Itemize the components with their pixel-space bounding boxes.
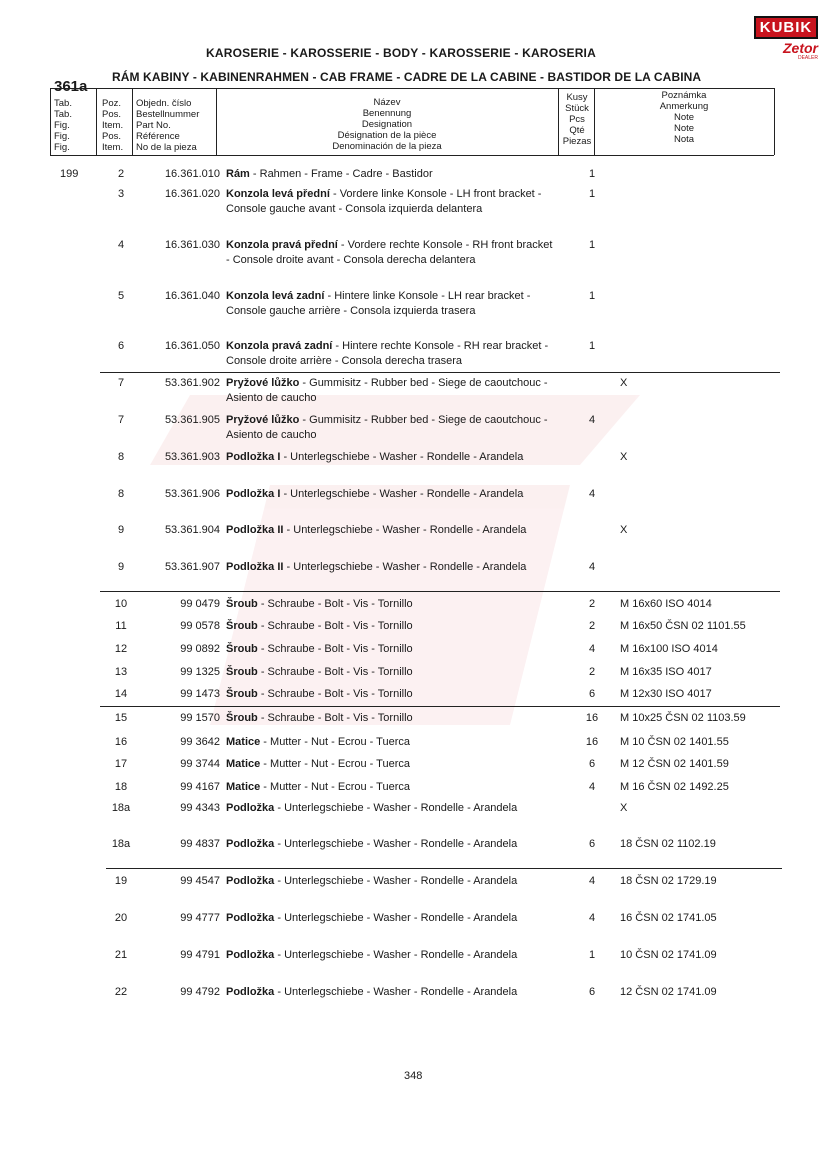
part-name-czech: Podložka I xyxy=(226,488,281,500)
col-divider xyxy=(132,88,133,155)
part-number: 99 4547 xyxy=(180,875,220,887)
part-name xyxy=(226,167,556,182)
quantity: 4 xyxy=(588,912,596,924)
group-separator xyxy=(100,591,780,592)
item-position: 19 xyxy=(114,875,128,887)
item-position: 14 xyxy=(114,688,128,700)
part-name-czech: Šroub xyxy=(226,598,258,610)
group-separator xyxy=(100,372,780,373)
part-name xyxy=(226,238,556,267)
part-name xyxy=(226,757,556,772)
part-name xyxy=(226,665,556,680)
part-name-translations: - Vordere linke Konsole - LH front bracket - Console gauche avant - Consola izquierda delantera xyxy=(226,188,542,215)
part-name-czech: Šroub xyxy=(226,712,258,724)
item-position: 22 xyxy=(114,986,128,998)
quantity: 2 xyxy=(588,620,596,632)
note: X xyxy=(620,802,628,814)
part-number: 99 0578 xyxy=(180,620,220,632)
part-name-translations: - Mutter - Nut - Ecrou - Tuerca xyxy=(260,781,411,793)
quantity: 16 xyxy=(585,712,599,724)
item-position: 9 xyxy=(117,524,125,536)
part-name-czech: Matice xyxy=(226,736,261,748)
part-name xyxy=(226,376,556,405)
part-name-translations: - Vordere rechte Konsole - RH front bracket - Console droite avant - Consola derecha delantera xyxy=(226,239,553,266)
quantity: 4 xyxy=(588,488,596,500)
part-name xyxy=(226,642,556,657)
part-name-czech: Rám xyxy=(226,168,250,180)
note: M 12x30 ISO 4017 xyxy=(620,688,712,700)
item-position: 9 xyxy=(117,561,125,573)
part-number: 99 4167 xyxy=(180,781,220,793)
page-title: RÁM KABINY - KABINENRAHMEN - CAB FRAME - CADRE DE LA CABINE - BASTIDOR DE LA CABINA xyxy=(112,70,702,84)
note: 18 ČSN 02 1729.19 xyxy=(620,875,717,887)
part-name-czech: Šroub xyxy=(226,688,258,700)
part-number: 16.361.030 xyxy=(164,239,220,251)
part-name-czech: Šroub xyxy=(226,666,258,678)
part-number: 53.361.907 xyxy=(164,561,220,573)
part-name-translations: - Hintere rechte Konsole - RH rear bracket - Console droite arrière - Consola derecha trasera xyxy=(226,340,549,367)
logo-dealer-text: DEALER xyxy=(797,55,818,61)
part-number: 16.361.040 xyxy=(164,290,220,302)
group-separator xyxy=(106,868,782,869)
part-name-translations: - Unterlegschiebe - Washer - Rondelle - Arandela xyxy=(280,488,524,500)
note: M 16x60 ISO 4014 xyxy=(620,598,712,610)
part-name-czech: Podložka xyxy=(226,838,275,850)
part-number: 99 4791 xyxy=(180,949,220,961)
part-number: 53.361.905 xyxy=(164,414,220,426)
note: 16 ČSN 02 1741.05 xyxy=(620,912,717,924)
part-number: 99 1570 xyxy=(180,712,220,724)
item-position: 18 xyxy=(114,781,128,793)
quantity: 4 xyxy=(588,875,596,887)
note: M 10x25 ČSN 02 1103.59 xyxy=(620,712,746,724)
part-name-translations: - Unterlegschiebe - Washer - Rondelle - Arandela xyxy=(274,986,518,998)
part-name-translations: - Unterlegschiebe - Washer - Rondelle - Arandela xyxy=(274,838,518,850)
part-number: 16.361.050 xyxy=(164,340,220,352)
group-separator xyxy=(100,706,780,707)
part-number: 53.361.903 xyxy=(164,451,220,463)
col-divider xyxy=(96,88,97,155)
item-position: 11 xyxy=(115,620,127,632)
quantity: 4 xyxy=(588,414,596,426)
part-name-czech: Podložka xyxy=(226,986,275,998)
part-name-czech: Podložka xyxy=(226,802,275,814)
part-number: 53.361.906 xyxy=(164,488,220,500)
kubik-zetor-logo xyxy=(754,16,818,60)
quantity: 6 xyxy=(588,986,596,998)
part-number: 99 1473 xyxy=(180,688,220,700)
part-name-translations: - Unterlegschiebe - Washer - Rondelle - Arandela xyxy=(283,524,527,536)
note: M 16x35 ISO 4017 xyxy=(620,666,712,678)
part-name-translations: - Hintere linke Konsole - LH rear bracket - Console gauche arrière - Consola izquierda trasera xyxy=(226,290,531,317)
note: X xyxy=(620,377,628,389)
part-name-translations: - Schraube - Bolt - Vis - Tornillo xyxy=(257,712,413,724)
part-name xyxy=(226,735,556,750)
part-name-translations: - Schraube - Bolt - Vis - Tornillo xyxy=(257,643,413,655)
part-number: 53.361.902 xyxy=(164,377,220,389)
item-position: 2 xyxy=(117,168,125,180)
item-position: 21 xyxy=(114,949,128,961)
note: M 10 ČSN 02 1401.55 xyxy=(620,736,729,748)
part-name-czech: Konzola pravá přední xyxy=(226,239,338,251)
part-name xyxy=(226,874,556,889)
item-position: 7 xyxy=(117,414,125,426)
part-number: 99 1325 xyxy=(180,666,220,678)
section-heading: KAROSERIE - KAROSSERIE - BODY - KAROSSERIE - KAROSERIA xyxy=(206,46,596,60)
item-position: 8 xyxy=(117,488,125,500)
part-name-translations: - Mutter - Nut - Ecrou - Tuerca xyxy=(260,758,411,770)
col-header-name: Název Benennung Designation Désignation de la pièce Denominación de la pieza xyxy=(332,97,442,152)
col-header-fig: Tab. Tab. Fig. Fig. Fig. xyxy=(54,98,72,153)
part-name-translations: - Unterlegschiebe - Washer - Rondelle - Arandela xyxy=(274,912,518,924)
part-name xyxy=(226,985,556,1000)
part-name-translations: - Schraube - Bolt - Vis - Tornillo xyxy=(257,666,413,678)
note: 12 ČSN 02 1741.09 xyxy=(620,986,717,998)
part-name-czech: Podložka II xyxy=(226,561,284,573)
fig-number: 199 xyxy=(60,168,79,180)
part-number: 99 3642 xyxy=(180,736,220,748)
part-name-czech: Konzola levá přední xyxy=(226,188,330,200)
part-number: 99 4792 xyxy=(180,986,220,998)
quantity: 6 xyxy=(588,758,596,770)
quantity: 1 xyxy=(588,188,596,200)
part-name-czech: Podložka xyxy=(226,949,275,961)
part-name xyxy=(226,187,556,216)
item-position: 8 xyxy=(117,451,125,463)
note: M 16x100 ISO 4014 xyxy=(620,643,718,655)
part-name-czech: Konzola levá zadní xyxy=(226,290,325,302)
part-number: 99 3744 xyxy=(180,758,220,770)
note: 18 ČSN 02 1102.19 xyxy=(620,838,716,850)
part-name-translations: - Unterlegschiebe - Washer - Rondelle - Arandela xyxy=(274,802,518,814)
item-position: 5 xyxy=(117,290,125,302)
logo-zetor-text: Zetor xyxy=(783,40,818,56)
quantity: 4 xyxy=(588,781,596,793)
note: X xyxy=(620,451,628,463)
part-name xyxy=(226,339,556,368)
part-name-czech: Pryžové lůžko xyxy=(226,414,300,426)
part-number: 99 4837 xyxy=(180,838,220,850)
quantity: 4 xyxy=(588,643,596,655)
part-number: 53.361.904 xyxy=(164,524,220,536)
part-name xyxy=(226,289,556,318)
part-name xyxy=(226,450,556,465)
part-name-czech: Matice xyxy=(226,781,261,793)
quantity: 6 xyxy=(588,838,596,850)
part-name-czech: Podložka xyxy=(226,875,275,887)
table-number: 361a xyxy=(54,78,88,95)
note: X xyxy=(620,524,628,536)
note: M 16x50 ČSN 02 1101.55 xyxy=(620,620,746,632)
item-position: 16 xyxy=(114,736,128,748)
part-name-translations: - Schraube - Bolt - Vis - Tornillo xyxy=(257,598,413,610)
note: M 12 ČSN 02 1401.59 xyxy=(620,758,729,770)
part-name-czech: Šroub xyxy=(226,620,258,632)
col-header-pos: Poz. Pos. Item. Pos. Item. xyxy=(102,98,124,153)
item-position: 18a xyxy=(111,838,131,850)
part-name-translations: - Unterlegschiebe - Washer - Rondelle - Arandela xyxy=(274,875,518,887)
col-divider xyxy=(216,88,217,155)
page-number: 348 xyxy=(404,1070,423,1082)
part-name xyxy=(226,948,556,963)
quantity: 6 xyxy=(588,688,596,700)
part-name xyxy=(226,560,556,575)
part-name-translations: - Gummisitz - Rubber bed - Siege de caoutchouc - Asiento de caucho xyxy=(226,377,548,404)
quantity: 1 xyxy=(588,949,596,961)
item-position: 17 xyxy=(114,758,128,770)
part-name xyxy=(226,413,556,442)
item-position: 6 xyxy=(117,340,125,352)
part-number: 16.361.010 xyxy=(164,168,220,180)
part-name-translations: - Schraube - Bolt - Vis - Tornillo xyxy=(257,688,413,700)
part-name-translations: - Unterlegschiebe - Washer - Rondelle - Arandela xyxy=(283,561,527,573)
part-name-czech: Šroub xyxy=(226,643,258,655)
part-number: 99 4343 xyxy=(180,802,220,814)
part-name xyxy=(226,687,556,702)
item-position: 7 xyxy=(117,377,125,389)
col-divider xyxy=(774,88,775,155)
col-header-qty: Kusy Stück Pcs Qté Piezas xyxy=(562,92,592,147)
item-position: 4 xyxy=(117,239,125,251)
part-number: 16.361.020 xyxy=(164,188,220,200)
item-position: 10 xyxy=(114,598,128,610)
part-name-translations: - Gummisitz - Rubber bed - Siege de caoutchouc - Asiento de caucho xyxy=(226,414,548,441)
item-position: 13 xyxy=(114,666,128,678)
item-position: 3 xyxy=(117,188,125,200)
quantity: 1 xyxy=(588,239,596,251)
part-number: 99 4777 xyxy=(180,912,220,924)
part-name-czech: Konzola pravá zadní xyxy=(226,340,333,352)
part-name-translations: - Rahmen - Frame - Cadre - Bastidor xyxy=(249,168,433,180)
quantity: 1 xyxy=(588,168,596,180)
quantity: 1 xyxy=(588,340,596,352)
quantity: 4 xyxy=(588,561,596,573)
header-top-rule xyxy=(50,88,774,89)
part-name xyxy=(226,619,556,634)
part-name xyxy=(226,801,556,816)
quantity: 16 xyxy=(585,736,599,748)
part-name xyxy=(226,523,556,538)
logo-kubik-text: KUBIK xyxy=(754,16,818,39)
part-name-translations: - Unterlegschiebe - Washer - Rondelle - Arandela xyxy=(280,451,524,463)
col-header-note: Poznámka Anmerkung Note Note Nota xyxy=(659,90,709,145)
part-number: 99 0892 xyxy=(180,643,220,655)
part-name-czech: Podložka I xyxy=(226,451,281,463)
part-number: 99 0479 xyxy=(180,598,220,610)
note: 10 ČSN 02 1741.09 xyxy=(620,949,717,961)
part-name-translations: - Unterlegschiebe - Washer - Rondelle - Arandela xyxy=(274,949,518,961)
part-name-czech: Matice xyxy=(226,758,261,770)
part-name xyxy=(226,487,556,502)
item-position: 12 xyxy=(114,643,128,655)
col-divider xyxy=(50,88,51,155)
part-name-translations: - Schraube - Bolt - Vis - Tornillo xyxy=(257,620,413,632)
part-name xyxy=(226,780,556,795)
quantity: 2 xyxy=(588,666,596,678)
part-name xyxy=(226,837,556,852)
quantity: 1 xyxy=(588,290,596,302)
part-name-czech: Podložka xyxy=(226,912,275,924)
part-name xyxy=(226,711,556,726)
col-header-part: Objedn. číslo Bestellnummer Part No. Référence No de la pieza xyxy=(136,98,200,153)
quantity: 2 xyxy=(588,598,596,610)
header-bottom-rule xyxy=(50,155,774,156)
item-position: 15 xyxy=(114,712,128,724)
part-name xyxy=(226,597,556,612)
item-position: 18a xyxy=(111,802,131,814)
part-name-czech: Podložka II xyxy=(226,524,284,536)
part-name xyxy=(226,911,556,926)
part-name-translations: - Mutter - Nut - Ecrou - Tuerca xyxy=(260,736,411,748)
item-position: 20 xyxy=(114,912,128,924)
note: M 16 ČSN 02 1492.25 xyxy=(620,781,729,793)
part-name-czech: Pryžové lůžko xyxy=(226,377,300,389)
